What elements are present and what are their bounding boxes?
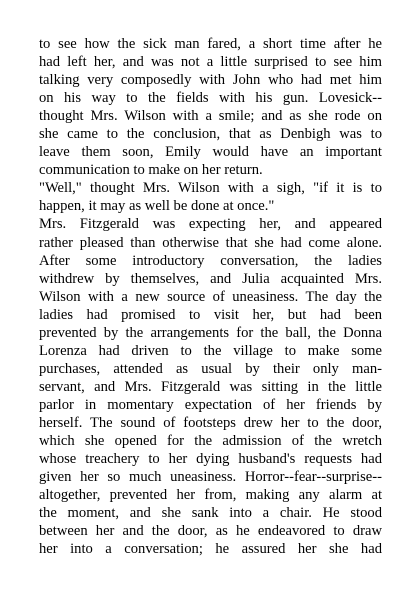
text-line: Lorenza had driven to the village to make some (39, 342, 382, 359)
text-line: the moment, and she sank into a chair. He stood (39, 505, 382, 522)
text-line: Mrs. Fitzgerald was expecting her, and appeared (39, 216, 382, 233)
text-line: leave them soon, Emily would have an important (39, 144, 382, 161)
text-line: talking very composedly with John who had met him (39, 72, 382, 89)
paragraph (39, 35, 382, 179)
text-line: withdrew by themselves, and Julia acquainted Mrs. (39, 270, 382, 287)
text-line: had left her, and was not a little surprised to see him (39, 54, 382, 71)
text-line: to see how the sick man fared, a short time after he (39, 36, 382, 52)
text-line: servant, and Mrs. Fitzgerald was sitting in the little (39, 378, 382, 395)
text-line: After some introductory conversation, the ladies (39, 252, 382, 269)
text-line: given her so much uneasiness. Horror--fear--surprise-- (39, 469, 382, 486)
text-line: altogether, prevented her from, making any alarm at (39, 487, 382, 504)
text-line: herself. The sound of footsteps drew her to the door, (39, 414, 382, 431)
text-line: prevented by the arrangements for the ball, the Donna (39, 324, 382, 341)
text-line: Wilson with a new source of uneasiness. The day the (39, 288, 382, 305)
text-line: happen, it may as well be done at once." (39, 198, 275, 215)
paragraph (39, 179, 382, 215)
text-line: rather pleased than otherwise that she had come alone. (39, 234, 382, 251)
text-line: communication to make on her return. (39, 162, 263, 179)
text-line: purchases, attended as usual by their only man- (39, 360, 382, 377)
paragraph (39, 215, 382, 558)
text-line: whose treachery to her dying husband's requests had (39, 451, 382, 468)
text-line: which she opened for the admission of the wretch (39, 433, 382, 450)
text-line: she came to the conclusion, that as Denbigh was to (39, 126, 382, 143)
text-line: her into a conversation; he assured her she had (39, 541, 382, 558)
body-text (39, 35, 382, 558)
text-line: ladies had promised to visit her, but had been (39, 306, 382, 323)
text-line: on his way to the fields with his gun. Lovesick-- (39, 90, 382, 107)
text-line: "Well," thought Mrs. Wilson with a sigh, "if it is to (39, 180, 382, 197)
text-line: thought Mrs. Wilson with a smile; and as she rode on (39, 108, 382, 125)
text-line: between her and the door, as he endeavored to draw (39, 523, 382, 540)
text-line: parlor in momentary expectation of her friends by (39, 396, 382, 413)
